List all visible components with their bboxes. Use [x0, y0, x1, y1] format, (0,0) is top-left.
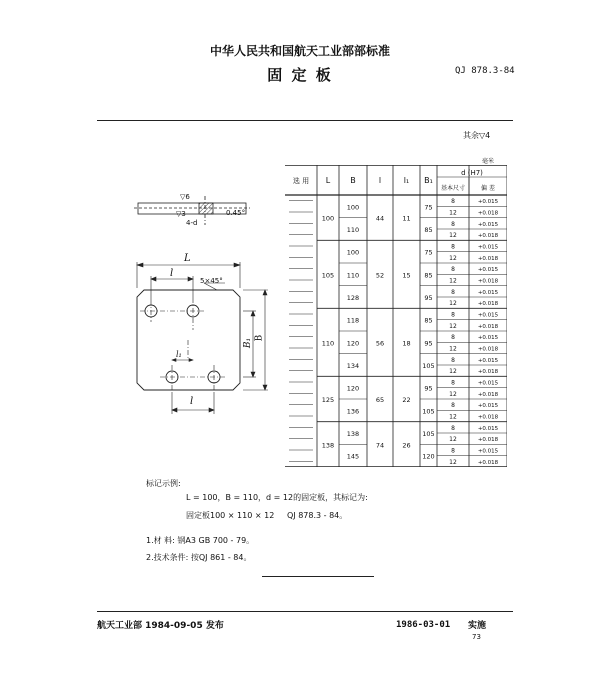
effective-label: 实施	[468, 621, 487, 631]
cell-B: 120	[346, 384, 360, 393]
cell-d-size: 12	[449, 300, 457, 308]
cell-B1: 85	[424, 271, 433, 280]
cell-B1: 95	[424, 384, 433, 393]
example-code: QJ 878.3 - 84。	[287, 511, 348, 520]
cell-B: 110	[346, 271, 360, 280]
cell-d-tolerance: +0.015	[477, 244, 499, 251]
cell-B1: 105	[422, 362, 435, 370]
chamfer-label: 5×45°	[200, 277, 223, 285]
cell-L: 125	[321, 396, 335, 404]
cell-B1: 85	[424, 226, 433, 234]
cell-d-size: 8	[451, 288, 455, 296]
spec-table	[285, 165, 507, 467]
cell-B1: 85	[424, 316, 433, 325]
cell-l: 74	[375, 441, 385, 450]
hole-note: 4-d	[186, 219, 198, 227]
cell-d-size: 8	[451, 379, 455, 387]
unit-label: 毫米	[482, 158, 495, 165]
document-title: 固 定 板	[267, 66, 333, 84]
cell-d-tolerance: +0.018	[477, 210, 499, 217]
cell-d-size: 8	[451, 402, 455, 410]
cell-d-tolerance: +0.018	[477, 369, 499, 376]
cell-B1: 95	[424, 339, 433, 348]
cell-d-tolerance: +0.018	[477, 437, 499, 444]
cell-B1: 105	[422, 407, 435, 416]
dim-l-top-label: l	[170, 268, 174, 279]
cell-d-size: 12	[449, 277, 457, 285]
cell-d-tolerance: +0.015	[477, 289, 499, 296]
cell-d-tolerance: +0.015	[477, 221, 499, 228]
chamfer-angle-note: 0.45°	[226, 209, 246, 217]
cell-l: 56	[375, 339, 385, 348]
cell-B: 120	[346, 339, 360, 348]
cell-d-tolerance: +0.015	[477, 267, 499, 274]
roughness-mark-top: ▽6	[180, 193, 190, 201]
header-B: B	[350, 176, 356, 185]
cell-B: 136	[346, 407, 360, 416]
cell-d-size: 8	[451, 311, 455, 319]
cell-B: 138	[346, 430, 360, 438]
cell-B1: 75	[424, 248, 433, 257]
cell-B: 128	[346, 294, 360, 302]
cell-d-size: 12	[449, 322, 457, 330]
cell-d-size: 12	[449, 390, 457, 398]
header-l1: l₁	[403, 176, 410, 185]
cell-d-size: 8	[451, 198, 455, 206]
cell-l: 44	[375, 214, 385, 223]
cell-l1: 18	[402, 339, 411, 348]
footer-rule	[97, 611, 513, 612]
header-L: L	[325, 176, 331, 185]
cell-L: 110	[321, 339, 335, 348]
example-heading: 标记示例:	[146, 479, 181, 488]
cell-d-tolerance: +0.015	[477, 357, 499, 364]
cell-d-tolerance: +0.018	[477, 346, 499, 353]
cell-B: 134	[346, 362, 360, 370]
cell-d-tolerance: +0.015	[477, 335, 499, 342]
cell-d-size: 12	[449, 436, 457, 444]
cell-d-size: 8	[451, 356, 455, 364]
dim-l1-label: l₁	[176, 350, 182, 359]
cell-d-tolerance: +0.018	[477, 414, 499, 421]
cell-d-tolerance: +0.018	[477, 391, 499, 398]
header-l: l	[378, 176, 382, 185]
roughness-note: 其余▽4	[463, 131, 491, 140]
effective-date: 1986-03-01	[396, 620, 451, 630]
cell-d-size: 12	[449, 345, 457, 353]
header-basic-size: 基本尺寸	[440, 185, 466, 192]
cell-B1: 75	[424, 203, 433, 212]
cell-L: 138	[321, 441, 335, 450]
dim-l-bottom-label: l	[190, 396, 194, 407]
header-tolerance: 偏 差	[481, 185, 495, 192]
cell-d-size: 8	[451, 243, 455, 251]
cell-l1: 22	[402, 396, 411, 404]
cell-B1: 120	[422, 452, 435, 461]
cell-L: 105	[321, 271, 335, 280]
cell-d-size: 8	[451, 447, 455, 455]
cell-d-size: 12	[449, 458, 457, 466]
cell-B: 100	[346, 203, 360, 212]
cell-B: 145	[346, 452, 360, 461]
cell-d-size: 12	[449, 209, 457, 217]
dim-B-label: B	[254, 334, 265, 342]
cell-B: 100	[346, 248, 360, 257]
header-B1: B₁	[424, 176, 433, 185]
dim-L-label: L	[184, 253, 191, 264]
note-technical: 2.技术条件: 按QJ 861 - 84。	[146, 553, 252, 562]
cell-l: 52	[375, 271, 385, 280]
roughness-mark-bottom: ▽3	[176, 210, 186, 218]
header-d: d (H7)	[461, 169, 483, 177]
cell-l1: 15	[402, 271, 411, 280]
page-number: 73	[472, 633, 481, 641]
end-rule	[262, 576, 374, 577]
header-select: 选 用	[292, 177, 310, 185]
issuer-line: 航天工业部 1984-09-05 发布	[97, 621, 224, 631]
cell-d-tolerance: +0.015	[477, 425, 499, 432]
cell-d-size: 8	[451, 424, 455, 432]
cell-B1: 105	[422, 430, 435, 438]
example-marking: 固定板100 × 110 × 12	[186, 511, 275, 520]
cell-d-tolerance: +0.015	[477, 448, 499, 455]
cell-d-tolerance: +0.018	[477, 301, 499, 308]
cell-l: 65	[375, 396, 385, 404]
cell-d-size: 8	[451, 220, 455, 228]
cell-d-tolerance: +0.018	[477, 255, 499, 262]
cell-B1: 95	[424, 294, 433, 302]
cell-d-tolerance: +0.015	[477, 403, 499, 410]
cell-d-tolerance: +0.018	[477, 323, 499, 330]
cell-B: 110	[346, 226, 360, 234]
cell-d-size: 12	[449, 368, 457, 376]
cell-l1: 11	[402, 214, 411, 223]
cell-B: 118	[346, 316, 360, 325]
cell-d-tolerance: +0.018	[477, 278, 499, 285]
dim-B1-label: B₁	[243, 337, 254, 349]
cell-d-tolerance: +0.018	[477, 459, 499, 466]
cell-d-size: 12	[449, 232, 457, 240]
cell-l1: 26	[402, 441, 411, 450]
cell-d-size: 8	[451, 266, 455, 274]
cell-L: 100	[321, 214, 335, 223]
cell-d-size: 8	[451, 334, 455, 342]
standard-organization: 中华人民共和国航天工业部部标准	[209, 44, 390, 58]
cell-d-tolerance: +0.015	[477, 312, 499, 319]
cell-d-tolerance: +0.018	[477, 233, 499, 240]
standard-code: QJ 878.3-84	[455, 66, 515, 76]
cell-d-tolerance: +0.015	[477, 199, 499, 206]
cell-d-tolerance: +0.015	[477, 380, 499, 387]
example-line1: L = 100，B = 110，d = 12的固定板，其标记为:	[186, 493, 368, 502]
cell-d-size: 12	[449, 254, 457, 262]
note-material: 1.材 料: 钢A3 GB 700 - 79。	[146, 536, 255, 545]
cell-d-size: 12	[449, 413, 457, 421]
